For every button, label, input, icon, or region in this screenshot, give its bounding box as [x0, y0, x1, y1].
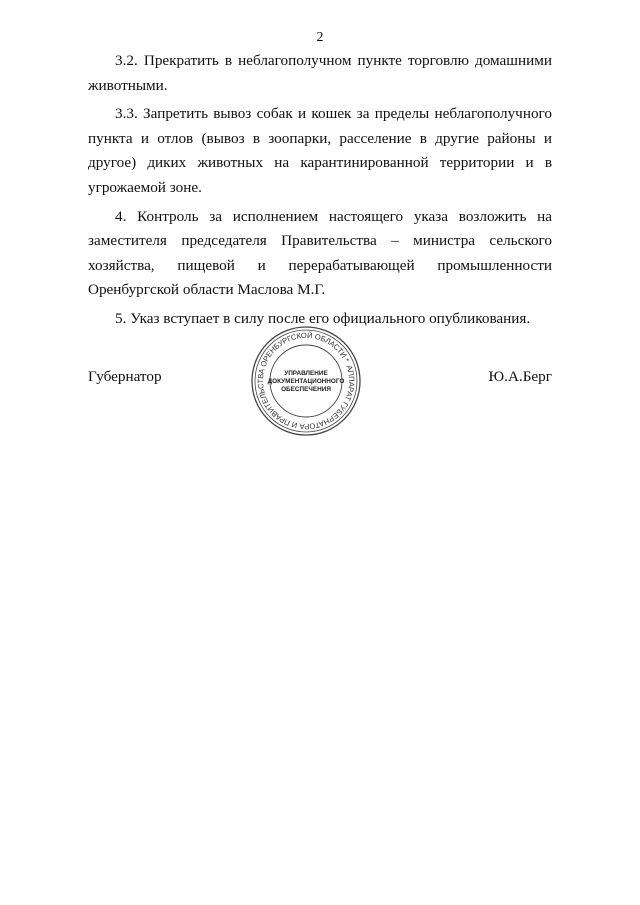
paragraph-3-2: 3.2. Прекратить в неблагополучном пункте торговлю домашними животными.: [88, 52, 552, 94]
signatory-name: Ю.А.Берг: [488, 368, 552, 385]
paragraph-3-3: 3.3. Запретить вывоз собак и кошек за пределы неблагополучного пункта и отлов (вывоз в зоопарки, расселение в другие районы и другое) диких животных на карантинированной территории и в угрожаемой зоне.: [88, 105, 552, 196]
stamp-center-line-3: ОБЕСПЕЧЕНИЯ: [281, 386, 331, 393]
stamp-center-line-2: ДОКУМЕНТАЦИОННОГО: [267, 378, 345, 385]
paragraph-5: 5. Указ вступает в силу после его официального опубликования.: [115, 309, 531, 327]
official-seal-stamp: [250, 325, 362, 437]
page-number: 2: [316, 30, 324, 45]
document-body: [88, 49, 552, 336]
stamp-center-line-1: УПРАВЛЕНИЕ: [284, 370, 328, 377]
paragraph-4: 4. Контроль за исполнением настоящего указа возложить на заместителя председателя Правительства – министра сельского хозяйства, пищевой и перерабатывающей промышленности Оренбургской области Маслова М.Г.: [88, 207, 552, 299]
signatory-title: Губернатор: [88, 368, 162, 385]
stamp-ring-text: АППАРАТ ГУБЕРНАТОРА И ПРАВИТЕЛЬСТВА ОРЕНБУРГСКОЙ ОБЛАСТИ *: [255, 330, 357, 432]
